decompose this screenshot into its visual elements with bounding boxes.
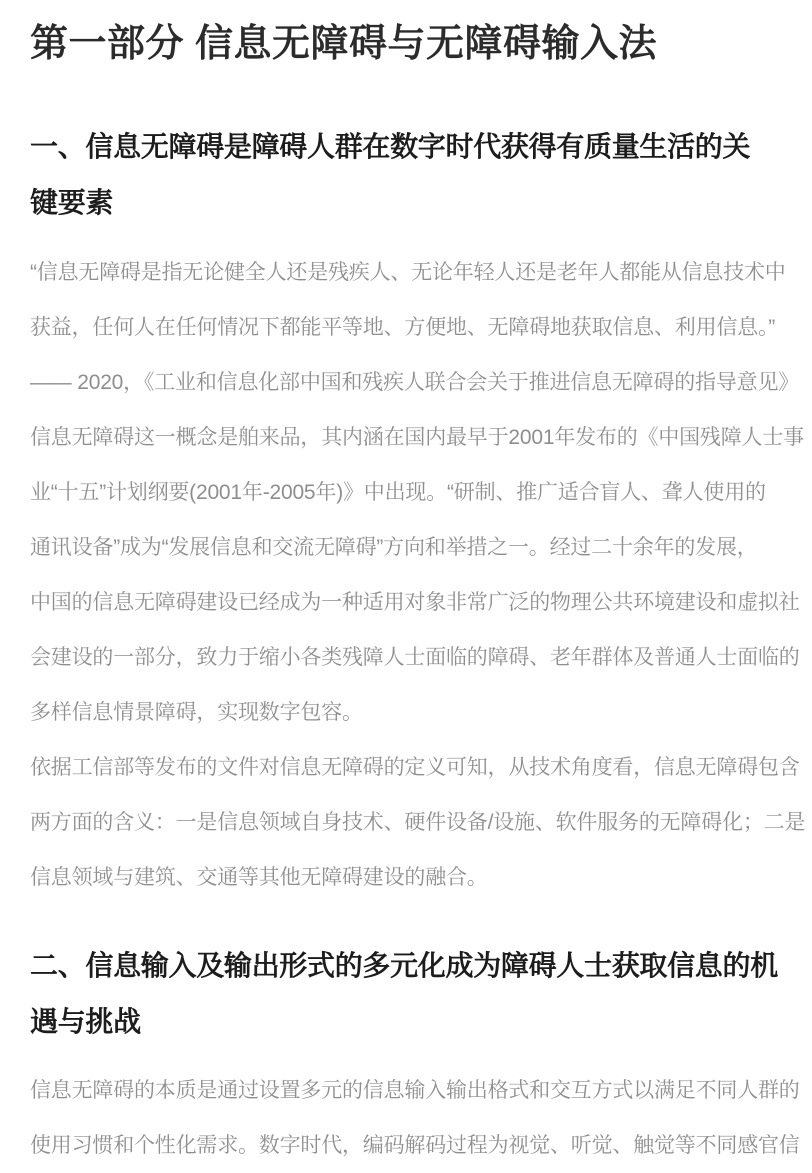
section-2-heading-line-1: 二、信息输入及输出形式的多元化成为障碍人士获取信息的机 [30, 950, 778, 981]
paragraph-line: 信息领域与建筑、交通等其他无障碍建设的融合。 [30, 866, 488, 889]
paragraph-line: 信息无障碍这一概念是舶来品，其内涵在国内最早于2001年发布的《中国残障人士事 [30, 426, 804, 449]
paragraph-line: 使用习惯和个性化需求。数字时代，编码解码过程为视觉、听觉、触觉等不同感官信 [30, 1134, 800, 1157]
paragraph-line: 通讯设备”成为“发展信息和交流无障碍”方向和举措之一。经过二十余年的发展， [30, 536, 758, 559]
paragraph-line: 业“十五”计划纲要(2001年-2005年)》中出现。“研制、推广适合盲人、聋人使用的 [30, 481, 766, 504]
section-1-heading [30, 119, 782, 231]
paragraph-line: —— 2020，《工业和信息化部中国和残疾人联合会关于推进信息无障碍的指导意见》 [30, 371, 800, 394]
paragraph-line: 依据工信部等发布的文件对信息无障碍的定义可知，从技术角度看，信息无障碍包含 [30, 756, 800, 779]
paragraph-line: 获益，任何人在任何情况下都能平等地、方便地、无障碍地获取信息、利用信息。” [30, 316, 776, 339]
paragraph-line: 中国的信息无障碍建设已经成为一种适用对象非常广泛的物理公共环境建设和虚拟社 [30, 591, 800, 614]
section-1-heading-line-1: 一、信息无障碍是障碍人群在数字时代获得有质量生活的关 [30, 131, 751, 162]
paragraph-line: 多样信息情景障碍，实现数字包容。 [30, 701, 363, 724]
section-2-heading [30, 938, 782, 1050]
paragraph-line: 信息无障碍的本质是通过设置多元的信息输入输出格式和交互方式以满足不同人群的 [30, 1079, 800, 1102]
section-1-heading-line-2: 键要素 [30, 187, 114, 218]
paragraph-line: 两方面的含义：一是信息领域自身技术、硬件设备/设施、软件服务的无障碍化；二是 [30, 811, 806, 834]
section-2-body [30, 1063, 800, 1173]
paragraph-line: 会建设的一部分，致力于缩小各类残障人士面临的障碍、老年群体及普通人士面临的 [30, 646, 800, 669]
section-2-heading-line-2: 遇与挑战 [30, 1006, 141, 1037]
paragraph-line: “信息无障碍是指无论健全人还是残疾人、无论年轻人还是老年人都能从信息技术中 [30, 261, 786, 284]
doc-title: 第一部分 信息无障碍与无障碍输入法 [30, 23, 658, 65]
section-1-body [30, 245, 806, 905]
